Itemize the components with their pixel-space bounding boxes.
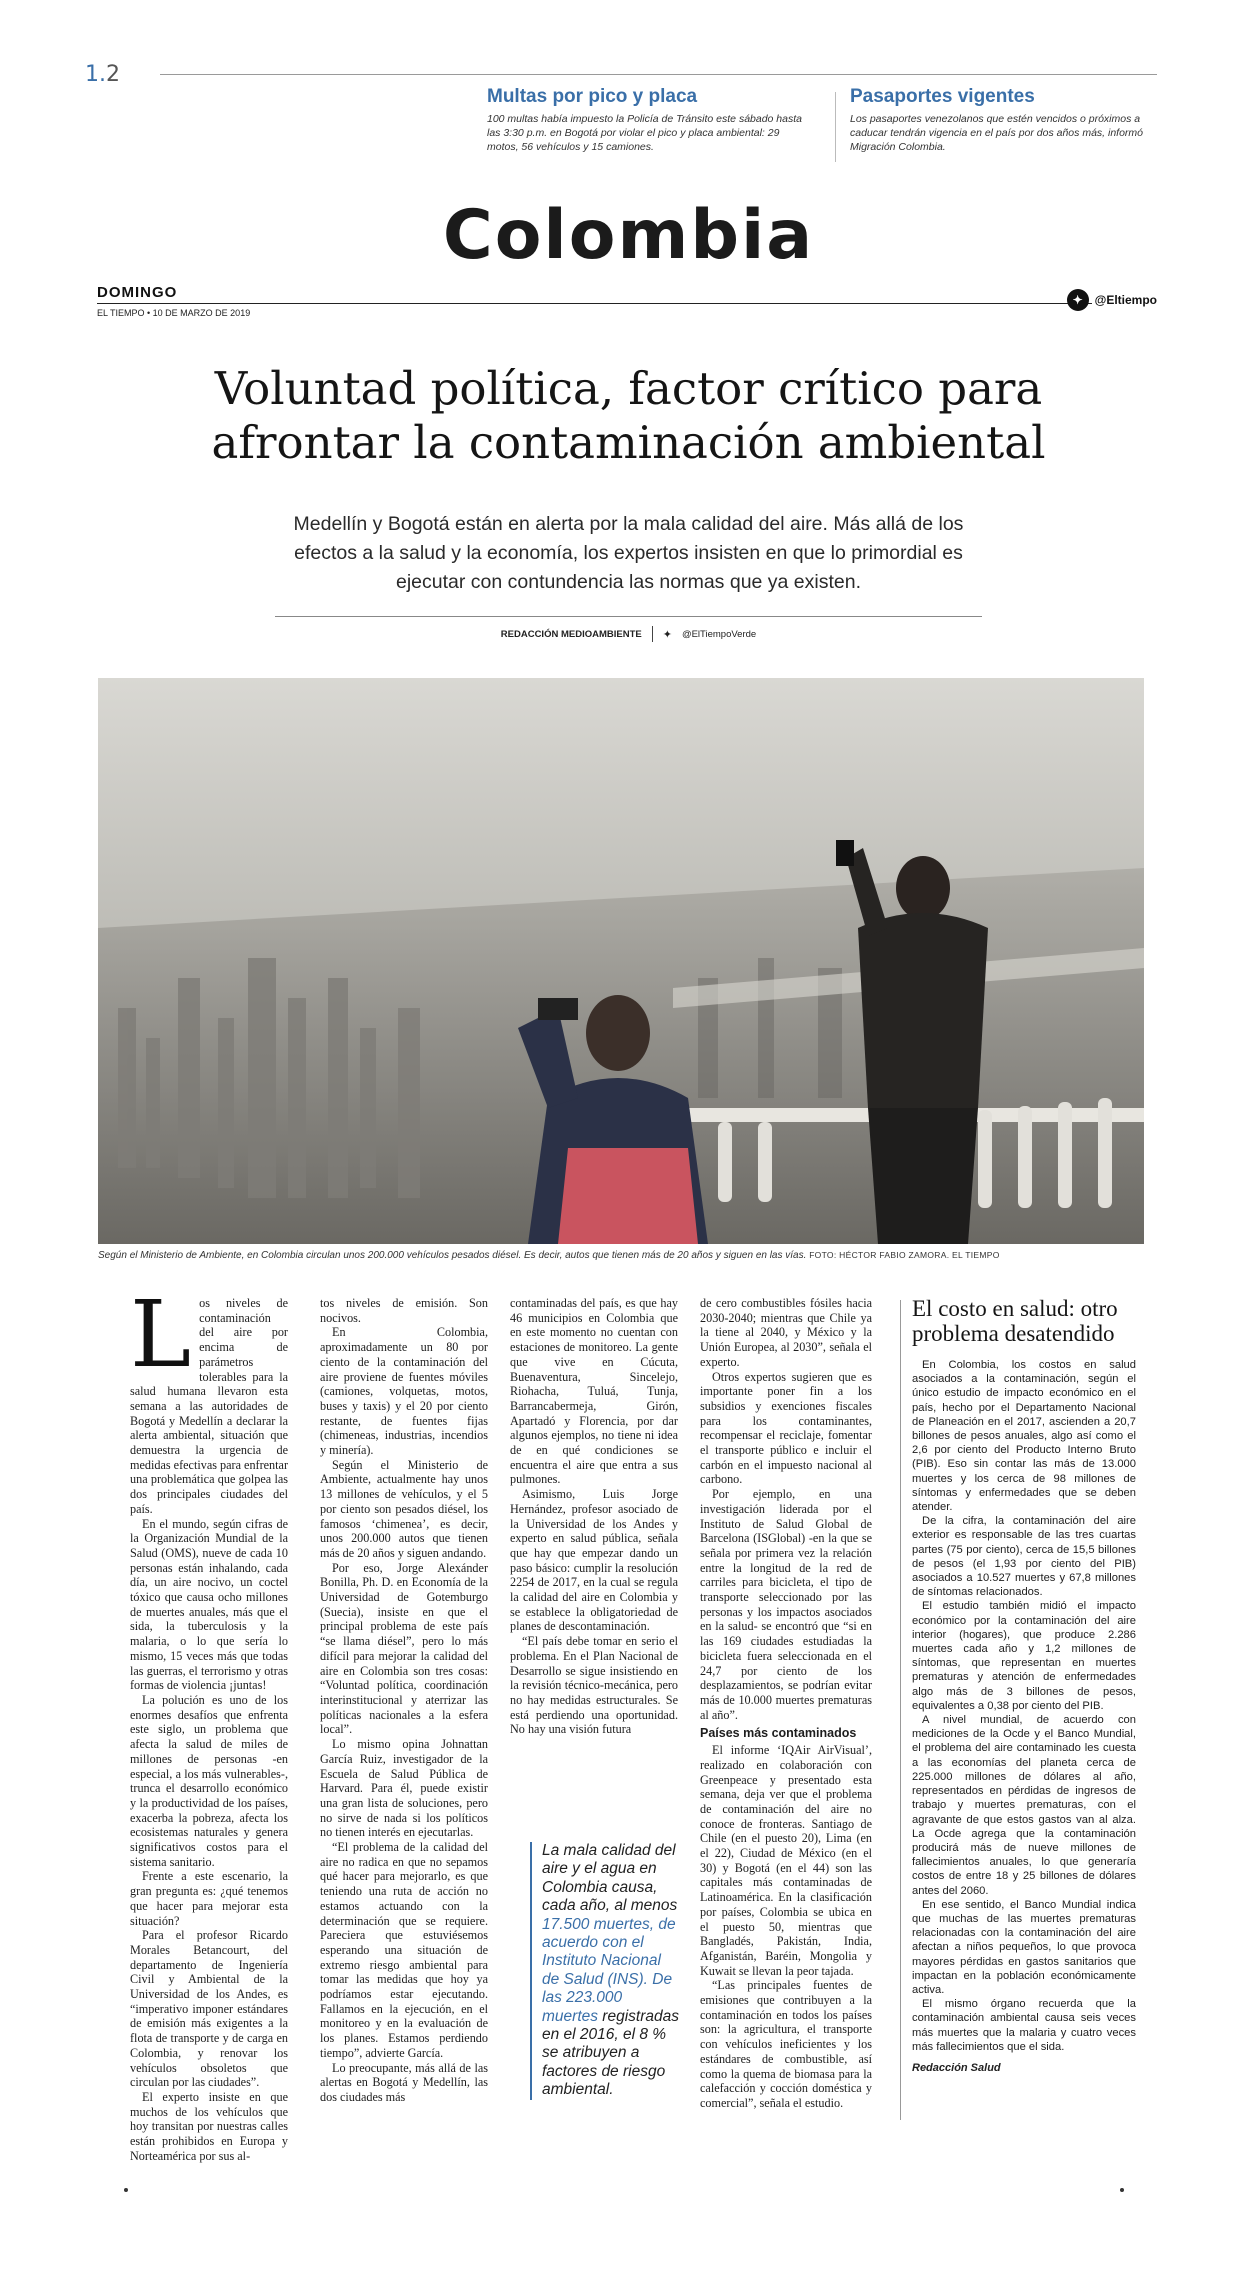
paragraph: A nivel mundial, de acuerdo con mediciones de la Ocde y el Banco Mundial, el problema del aire contaminado les cuesta a las economías del planeta cerca de 225.000 millones de dólares al año, representados en pérdidas de ingresos de trabajo y muertes prematuras, con el agravante de que estos gastos van al alza. La Ocde agrega que la contaminación producirá más de nueve millones de fallecimientos anuales, lo que generaría costos de entre 18 y 25 billones de dólares antes del 2060.: [912, 1714, 1136, 1897]
paragraph: En Colombia, los costos en salud asociados a la contaminación, según el único estudio de impacto económico en el país, hecho por el Departamento Nacional de Planeación en el 2017, ascienden a 20,7 billones de pesos anuales, algo así como el 2,6 por ciento del Producto Interno Bruto (PIB). Eso sin contar las más de 13.000 muertes y los cerca de 98 millones de síntomas y enfermedades que se deben atender.: [912, 1359, 1136, 1514]
paragraph: En el mundo, según cifras de la Organización Mundial de la Salud (OMS), nueve de cada 10 personas están inhalando, cada día, un aire nocivo, un coctel tóxico que causa ocho millones de muertes anuales, más que el sida, la tuberculosis y la malaria, o lo que sería lo mismo, 15 veces más que todas las guerras, el terrorismo y otras formas de violencia ¡juntas!: [130, 1516, 288, 1693]
byline-rule: [275, 616, 982, 617]
pull-quote-tail: registradas en el 2016, el 8 % se atribuyen a factores de riesgo ambiental.: [542, 2007, 679, 2099]
article-column-1: [130, 1281, 289, 2163]
twitter-icon: ✦: [662, 628, 672, 641]
masthead-rule: [97, 303, 1092, 304]
article-column-4: [700, 1296, 872, 2111]
paragraph: En ese sentido, el Banco Mundial indica que muchas de las muertes prematuras relacionadas con la contaminación del aire afectan a niños pequeños, lo que provoca mayores pérdidas en gastos sanitarios que impactan en la población económicamente activa.: [912, 1898, 1136, 1996]
brief-body: 100 multas había impuesto la Policía de Tránsito este sábado hasta las 3:30 p.m. en Bogotá por violar el pico y placa ambiental: 29 motos, 56 vehículos y 15 camiones.: [487, 113, 802, 153]
paragraph: La polución es uno de los enormes desafíos que enfrenta este siglo, un problema que afecta la salud de miles de millones de personas -en especial, a los más vulnerables-, trunca el desarrollo económico y la productividad de los países, exacerba la pobreza, afecta los ecosistemas naturales y genera significativos costos para el sistema sanitario.: [130, 1692, 288, 1869]
paragraph: Asimismo, Luis Jorge Hernández, profesor asociado de la Universidad de los Andes y experto en salud pública, señala que hay que empezar dando un paso básico: cumplir la resolución 2254 de 2017, en la cual se regula la calidad del aire en Colombia y se establece la obligatoriedad de planes de descontaminación.: [510, 1487, 678, 1634]
paragraph: de cero combustibles fósiles hacia 2030-2040; mientras que Chile ya la tiene al 2040, y México y la Unión Europea, al 2030”, señala el experto.: [700, 1296, 872, 1369]
section-title: Colombia: [442, 196, 815, 275]
paragraph: El mismo órgano recuerda que la contaminación ambiental causa seis veces más muertes que la malaria y cuatro veces más fallecimientos que el sida.: [912, 1998, 1136, 2053]
paragraph: “Las principales fuentes de emisiones que contribuyen a la contaminación en todos los países son: la agricultura, el transporte con vehículos ineficientes y los estándares de combustible, así como la quema de biomasa para la calefacción y cocción doméstica y comercial”, señala el estudio.: [700, 1978, 872, 2110]
subhead: Países más contaminados: [700, 1726, 857, 1741]
brief-divider: [835, 92, 836, 162]
byline-author: REDACCIÓN MEDIOAMBIENTE: [500, 628, 642, 640]
byline-twitter[interactable]: @ElTiempoVerde: [681, 628, 757, 640]
sidebar-signoff: Redacción Salud: [912, 2061, 1001, 2074]
paragraph: En Colombia, aproximadamente un 80 por ciento de la contaminación del aire proviene de fuentes móviles (camiones, volquetas, motos, buses y taxis) y el 20 por ciento restante, de fuentes fijas (chimeneas, industrias, incendios y minería).: [320, 1325, 488, 1458]
paragraph: tos niveles de emisión. Son nocivos.: [320, 1296, 488, 1325]
byline: [0, 626, 1257, 642]
paragraph: De la cifra, la contaminación del aire exterior es responsable de las tres cuartas partes (75 por ciento), cerca de 15,5 billones de pesos (el 1,93 por ciento del PIB) asociados a 10.527 muertes y 67,8 millones de síntomas relacionados.: [912, 1515, 1136, 1599]
paragraph: Para el profesor Ricardo Morales Betancourt, del departamento de Ingeniería Civil y Ambiental de la Universidad de los Andes, es “imperativo imponer estándares de emisión más exigentes a la flota de transporte y de carga en Colombia, y renovar los vehículos obsoletos que circulan por las ciudades”.: [130, 1928, 288, 2090]
pull-quote: [530, 1842, 682, 2100]
registration-mark: [124, 2188, 128, 2192]
byline-separator: [652, 626, 653, 642]
brief-body: Los pasaportes venezolanos que estén vencidos o próximos a caducar tendrán vigencia en el país por dos años más, informó Migración Colombia.: [850, 113, 1144, 153]
photo-credit: FOTO: HÉCTOR FABIO ZAMORA. EL TIEMPO: [809, 1250, 1000, 1260]
paragraph: Según el Ministerio de Ambiente, actualmente hay unos 13 millones de vehículos, y el 5 por ciento son pesados diésel, los famosos ‘chimenea’, es decir, unos 200.000 autos que tienen más de 20 años y siguen andando.: [320, 1457, 488, 1560]
photo-caption: [98, 1250, 1144, 1261]
dropcap: L: [130, 1281, 192, 1388]
registration-mark: [1120, 2188, 1124, 2192]
paragraph: Lo mismo opina Johnattan García Ruiz, investigador de la Escuela de Salud Pública de Harvard. Para él, puede existir una gran lista de soluciones, pero no sirve de nada si los políticos no tienen interés en ejecutarlas.: [320, 1737, 488, 1840]
section-day: DOMINGO: [97, 284, 178, 301]
brief-pico-placa: [487, 86, 807, 154]
brief-title: Pasaportes vigentes: [850, 86, 1035, 107]
page-number: 1.2: [85, 62, 120, 87]
paragraph: Frente a este escenario, la gran pregunta es: ¿qué tenemos que hacer para mejorar esta situación?: [130, 1869, 288, 1928]
twitter-icon: ✦: [1067, 289, 1089, 311]
sidebar-title: El costo en salud: otro problema desatendido: [912, 1296, 1118, 1346]
headline: Voluntad política, factor crítico para afrontar la contaminación ambiental: [211, 362, 1046, 469]
paragraph: Lo preocupante, más allá de las alertas en Bogotá y Medellín, las dos ciudades más: [320, 2060, 488, 2104]
sidebar-box: [912, 1296, 1136, 2074]
paragraph: Por eso, Jorge Alexánder Bonilla, Ph. D. en Economía de la Universidad de Gotemburgo (Suecia), insiste en que el principal problema de este país “se llama diésel”, pero lo más difícil para mejorar la calidad del aire en Colombia son tres cosas: “Voluntad política, coordinación interinstitucional y aterrizar las políticas nacionales a la esfera local”.: [320, 1560, 488, 1737]
paragraph: contaminadas del país, es que hay 46 municipios en Colombia que en este momento no cuentan con estaciones de monitoreo. La gente que vive en Cúcuta, Buenaventura, Sincelejo, Riohacha, Tuluá, Tunja, Barrancabermeja, Girón, Apartadó y Florencia, por dar algunos ejemplos, no tiene ni idea de en qué condiciones se encuentra el aire que entra a sus pulmones.: [510, 1296, 678, 1487]
caption-text: Según el Ministerio de Ambiente, en Colombia circulan unos 200.000 vehículos pesados diésel. Es decir, autos que tienen más de 20 años y siguen en las vías.: [98, 1250, 807, 1261]
twitter-handle[interactable]: [1067, 289, 1157, 311]
paragraph: “El problema de la calidad del aire no radica en que no sepamos qué hacer para mejorarlo, es que teniendo una ruta de acción no estamos actuando con la determinación que se requiere. Pareciera que estuviésemos esperando una situación de extremo riesgo ambiental para tomar las medidas que hoy ya podríamos estar ejecutando. Fallamos en la ejecución, en el monitoreo y en la evaluación de los planes. Estamos perdiendo tiempo”, advierte García.: [320, 1840, 488, 2060]
article-column-2: [320, 1296, 488, 2105]
pull-quote-highlight: 17.500 muertes, de acuerdo con el Instituto Nacional de Salud (INS). De las 223.000 muertes: [542, 1915, 676, 2025]
paragraph: Por ejemplo, en una investigación liderada por el Instituto de Salud Global de Barcelona (ISGlobal) -en la que se señala por primera vez la relación entre la longitud de la red de carriles para bicicleta, el tipo de transporte seleccionado por las personas y los impactos asociados en la salud- se encontró que “si en las 169 ciudades estudiadas la bicicleta fuera seleccionada en el 24,7 por ciento de los desplazamientos, se podrían evitar más de 10.000 muertes prematuras al año”.: [700, 1487, 872, 1722]
lead-photo: [98, 678, 1144, 1244]
paragraph: os niveles de contaminación del aire por encima de parámetros tolerables para la salud humana llevaron esta semana a las autoridades de Bogotá y Medellín a declarar la alerta ambiental, situación que demuestra la urgencia de medidas efectivas para enfrentar una problemática que golpea las dos principales ciudades del país.: [130, 1296, 289, 1516]
paragraph: Otros expertos sugieren que es importante poner fin a los subsidios y exenciones fiscales para los contaminantes, recompensar el reciclaje, fomentar el transporte público e incluir el carbón en el impuesto nacional al carbono.: [700, 1369, 872, 1487]
sidebar-divider: [900, 1300, 901, 2120]
pull-quote-lead: La mala calidad del aire y el agua en Colombia causa, cada año, al menos: [542, 1842, 678, 1915]
dateline: EL TIEMPO • 10 DE MARZO DE 2019: [97, 308, 251, 318]
brief-pasaportes: [850, 86, 1170, 154]
paragraph: “El país debe tomar en serio el problema. En el Plan Nacional de Desarrollo se sigue insistiendo en la revisión técnico-mecánica, pero no hay medidas estructurales. Se está perdiendo una oportunidad. No hay una visión futura: [510, 1634, 678, 1737]
twitter-handle-text: @Eltiempo: [1094, 293, 1157, 307]
city-smog-photo: [98, 678, 1144, 1244]
top-rule: [160, 74, 1157, 75]
paragraph: El estudio también midió el impacto económico por la contaminación del aire interior (hogares), que produce 2.286 muertes cada año y 1,2 millones de síntomas, que representan en muertes prematuras y atención de enfermedades algo más de 3 billones de pesos, equivalentes a 0,38 por ciento del PIB.: [912, 1600, 1136, 1712]
brief-title: Multas por pico y placa: [487, 86, 698, 107]
sidebar-body: [912, 1358, 1136, 2054]
dek: Medellín y Bogotá están en alerta por la mala calidad del aire. Más allá de los efectos a la salud y la economía, los expertos insisten en que lo primordial es ejecutar con contundencia las normas que ya existen.: [293, 513, 964, 593]
article-column-3: [510, 1296, 678, 1737]
paragraph: El informe ‘IQAir AirVisual’, realizado en colaboración con Greenpeace y presentado esta semana, deja ver que el problema de contaminación del aire no conoce de fronteras. Santiago de Chile (en el puesto 20), Lima (en el 22), Ciudad de México (en el 30) y Bogotá (en el 44) son las capitales más contaminadas de Latinoamérica. En la clasificación por países, Colombia se ubica en el puesto 50, mientras que Bangladés, Pakistán, India, Afganistán, Baréin, Mongolia y Kuwait se llevan la peor tajada.: [700, 1743, 872, 1978]
paragraph: El experto insiste en que muchos de los vehículos que hoy transitan por nuestras calles están prohibidos en Europa y Norteamérica por sus al-: [130, 2089, 288, 2163]
